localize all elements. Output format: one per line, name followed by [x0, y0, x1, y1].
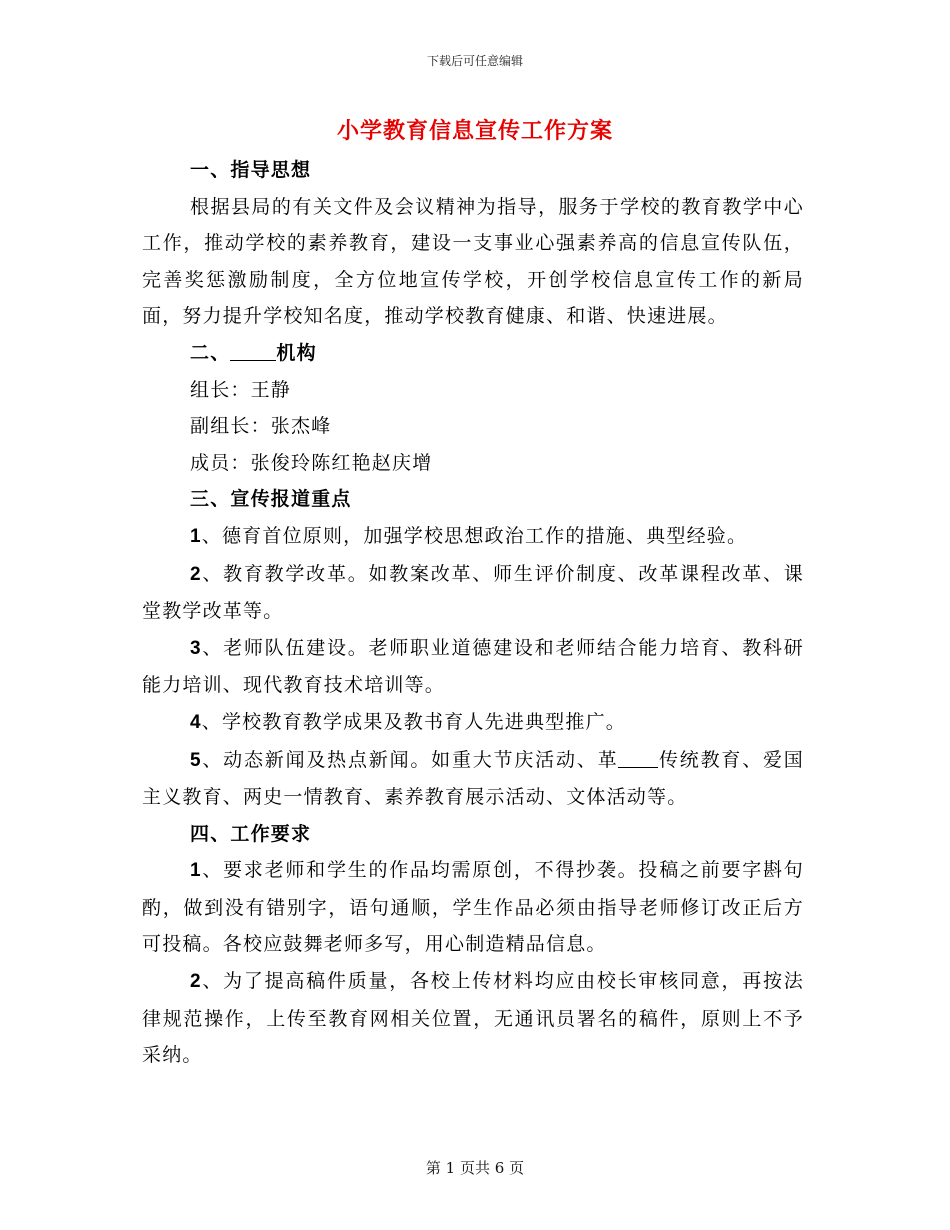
list-item: [142, 556, 804, 630]
section-1-body: 根据县局的有关文件及会议精神为指导，服务于学校的教育教学中心工作，推动学校的素养教育，建设一支事业心强素养高的信息宣传队伍，完善奖惩激励制度，全方位地宣传学校，开创学校信息宣传工作的新局面，努力提升学校知名度，推动学校教育健康、和谐、快速进展。: [142, 195, 804, 328]
list-item: [142, 704, 804, 742]
item-number: 3: [190, 637, 202, 659]
section-2-heading: [142, 335, 804, 372]
item-text: 、教育教学改革。如教案改革、师生评价制度、改革课程改革、课堂教学改革等。: [142, 562, 804, 623]
item-text: 、要求老师和学生的作品均需原创，不得抄袭。投稿之前要字斟句酌，做到没有错别字，语句通顺，学生作品必须由指导老师修订改正后方可投稿。各校应鼓舞老师多写，用心制造精品信息。: [142, 859, 804, 956]
item-number: 1: [190, 860, 202, 882]
list-item: [142, 742, 804, 816]
item-text: 、为了提高稿件质量，各校上传材料均应由校长审核同意，再按法律规范操作，上传至教育网相关位置，无通讯员署名的稿件，原则上不予采纳。: [142, 970, 804, 1067]
item-text: 、学校教育教学成果及教书育人先进典型推广。: [201, 710, 626, 733]
blank-underline: [230, 342, 276, 361]
section-2-heading-suffix: 机构: [276, 341, 317, 364]
section-2-heading-prefix: 二、: [190, 341, 231, 364]
item-number: 2: [190, 563, 202, 585]
item-text-b: 传统教育、爱国主义教育、两史一情教育、素养教育展示活动、文体活动等。: [142, 748, 804, 809]
document-body: [142, 152, 804, 1074]
item-text-a: 、动态新闻及热点新闻。如重大节庆活动、革: [201, 748, 619, 771]
header-note: 下载后可任意编辑: [426, 54, 523, 68]
section-4-heading: 四、工作要求: [190, 822, 312, 845]
list-item: [142, 518, 804, 556]
group-leader: 组长：王静: [190, 378, 292, 401]
document-title: 小学教育信息宣传工作方案: [336, 118, 613, 144]
page-footer: 第 1 页共 6 页: [425, 1159, 525, 1177]
item-number: 2: [190, 971, 202, 993]
item-text: 、老师队伍建设。老师职业道德建设和老师结合能力培育、教科研能力培训、现代教育技术培训等。: [142, 636, 804, 697]
item-text: 、德育首位原则，加强学校思想政治工作的措施、典型经验。: [201, 524, 748, 547]
list-item: [142, 630, 804, 704]
item-number: 4: [190, 711, 202, 733]
item-number: 1: [190, 525, 202, 547]
list-item: [142, 963, 804, 1074]
list-item: [142, 852, 804, 963]
deputy-leader: 副组长：张杰峰: [190, 415, 332, 438]
blank-underline: [618, 749, 658, 768]
section-3-heading: 三、宣传报道重点: [190, 488, 352, 511]
item-number: 5: [190, 749, 202, 771]
members: 成员：张俊玲陈红艳赵庆增: [190, 451, 433, 474]
section-1-heading: 一、指导思想: [190, 159, 312, 181]
